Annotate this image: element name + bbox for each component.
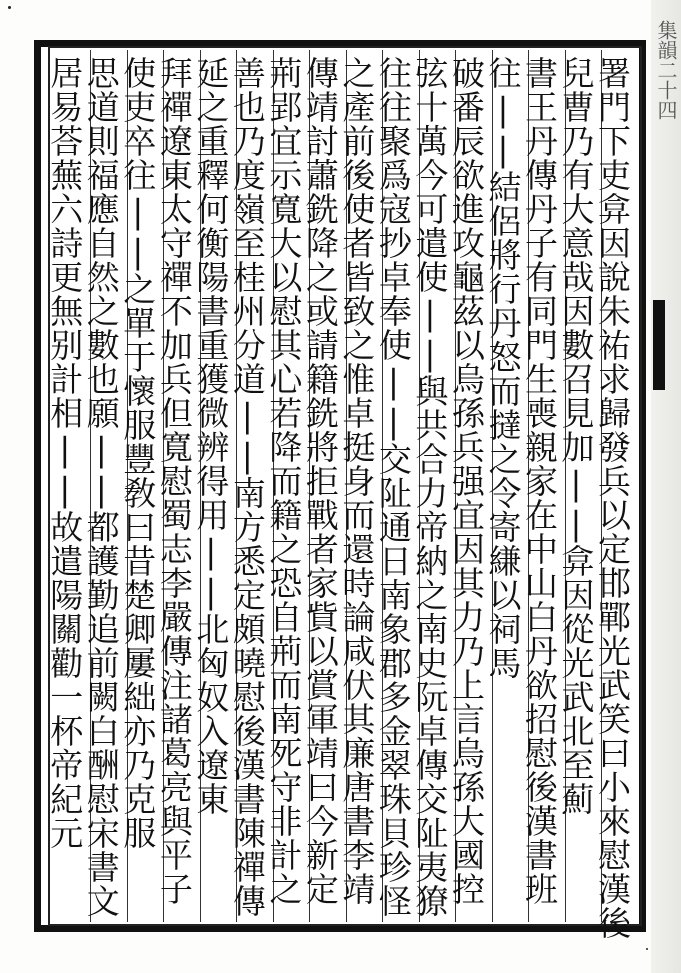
text-column — [191, 50, 237, 922]
column-text: 往||結侶將行丹怒而撻之令寄縑以祠馬 — [483, 56, 523, 680]
column-text: 書王丹傳丹子有同門生喪親家在中山白丹欲招慰後漢書班 — [519, 56, 559, 906]
column-text: 荊郢宜示寬大以慰其心若降而籍之恐自荊而南死守非計之 — [264, 56, 304, 906]
text-column — [154, 50, 200, 922]
text-column — [483, 50, 529, 922]
column-text: 傳靖討蕭銑降之或請籍銑將拒戰者家貲以賞軍靖曰今新定 — [300, 56, 340, 906]
text-column — [45, 50, 90, 922]
column-text: 往往聚爲寇抄卓奉使||交阯通日南象郡多金翠珠貝珍怪 — [373, 56, 413, 918]
text-column — [556, 50, 602, 922]
edge-black-mark — [653, 300, 665, 390]
text-column — [264, 50, 310, 922]
column-text: 延之重釋何衡陽書重獲微辨得用||北匈奴入遼東 — [191, 56, 231, 816]
text-column — [373, 50, 419, 922]
adjacent-page-edge — [651, 0, 681, 973]
column-text: 拜禪遼東太守禪不加兵但寬慰蜀志李嚴傳注諸葛亮與平子 — [154, 56, 194, 906]
column-text: 破番辰欲進攻龜茲以烏孫兵强宜因其力乃上言烏孫大國控 — [446, 56, 486, 906]
column-text: 之產前後使者皆致之惟卓挺身而還時論咸伏其廉唐書李靖 — [337, 56, 377, 906]
edge-margin-text: 集韻二十四 — [654, 20, 678, 120]
column-text: 署門下吏弇因說朱祐求歸發兵以定邯鄲光武笑曰小來慰漢後 — [593, 56, 632, 940]
scan-speck — [8, 6, 11, 9]
text-column — [519, 50, 565, 922]
column-text: 思道則福應自然之數也願||都護勤追前闕白酬慰宋書文 — [81, 56, 121, 918]
text-column — [337, 50, 383, 922]
column-text: 居易荅蕪六詩更無别計相||故遣陽關勸一杯帝紀元 — [45, 56, 85, 850]
text-column — [593, 50, 638, 940]
text-column — [410, 50, 456, 922]
text-column — [300, 50, 346, 922]
text-column — [227, 50, 273, 922]
column-text: 弦十萬今可遣使||與共合力帝納之南史阮卓傳交阯夷獠 — [410, 56, 450, 918]
scan-speck — [646, 948, 648, 950]
text-columns — [45, 50, 638, 940]
text-column — [118, 50, 164, 922]
column-text: 使吏卒往||之單于懷服豐敎曰昔楚卿屢絀亦乃克服 — [118, 56, 158, 850]
column-text: 善也乃度嶺至桂州分道||南方悉定頗曉慰後漢書陳禪傳 — [227, 56, 267, 918]
text-column — [81, 50, 127, 922]
text-column — [446, 50, 492, 922]
column-text: 兒曹乃有大意哉因數召見加||弇因從光武北至薊 — [556, 56, 596, 816]
